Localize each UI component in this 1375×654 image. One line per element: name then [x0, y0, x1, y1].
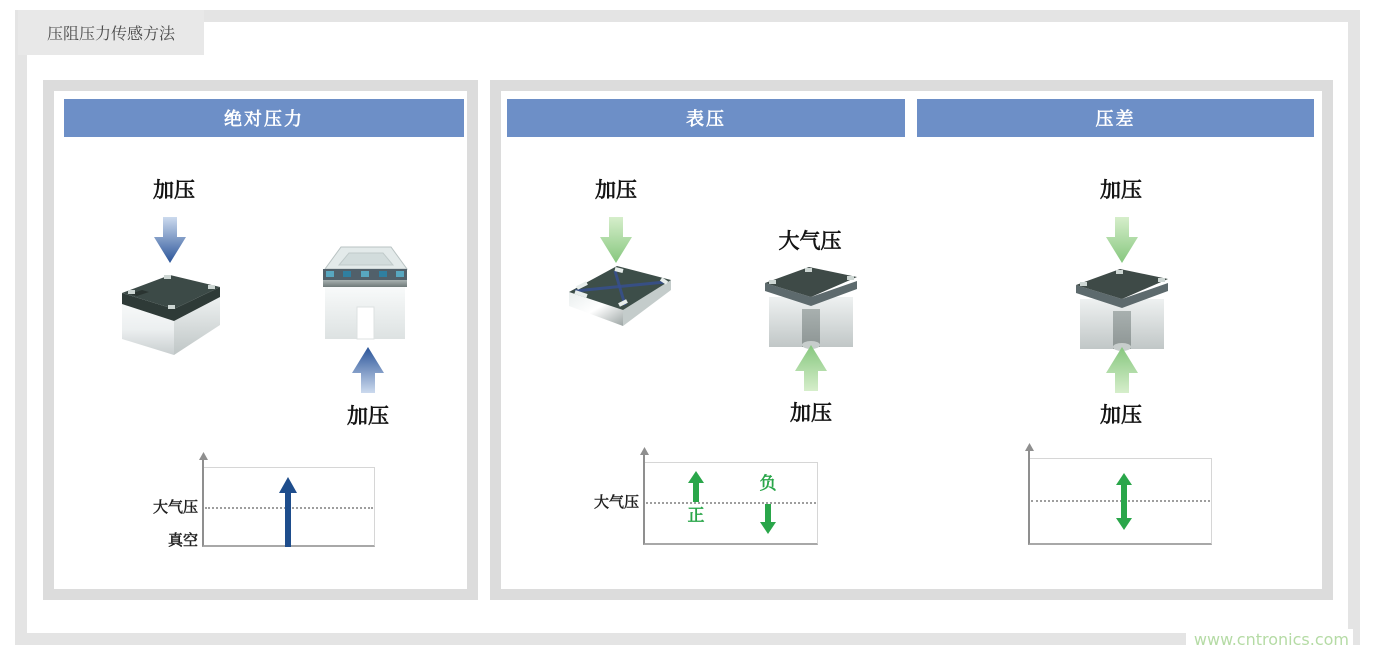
differential-pressure-header	[917, 99, 1314, 137]
sensor-chip-flipped-image	[313, 243, 418, 348]
axis-line	[643, 454, 645, 463]
arrow-up-down-icon	[1116, 473, 1132, 530]
differential-pressure-title: 压差	[1095, 109, 1136, 130]
atmosphere-label: 大气压	[778, 229, 842, 253]
arrow-up-icon	[1106, 347, 1138, 393]
arrow-up-icon	[352, 347, 384, 393]
axis-line	[1028, 450, 1030, 459]
pressurize-label-top: 加压	[595, 178, 637, 202]
gauge-pressure-header	[507, 99, 905, 137]
arrow-down-icon	[1106, 217, 1138, 263]
graph-arrow-down-icon	[760, 504, 776, 534]
arrow-up-icon	[795, 345, 827, 391]
negative-label: 负	[759, 474, 777, 494]
absolute-pressure-header	[64, 99, 464, 137]
gauge-differential-panel	[490, 80, 1333, 600]
positive-label: 正	[687, 506, 705, 526]
absolute-pressure-panel	[43, 80, 478, 600]
pressurize-label-bottom: 加压	[790, 401, 832, 425]
differential-pressure-graph	[1028, 452, 1223, 552]
sensor-chip-port-image	[1072, 261, 1172, 353]
sensor-chip-top-image	[116, 263, 226, 358]
graph-arrow-up-icon	[279, 477, 297, 547]
arrow-down-icon	[154, 217, 186, 263]
absolute-pressure-graph	[152, 461, 382, 556]
gauge-pressure-title: 表压	[686, 109, 726, 130]
axis-line	[202, 459, 204, 468]
arrow-down-icon	[600, 217, 632, 263]
atm-axis-label: 大气压	[593, 493, 639, 511]
gauge-pressure-graph	[593, 456, 828, 551]
axis-arrow-up-icon	[640, 447, 649, 455]
atm-axis-label: 大气压	[152, 498, 198, 516]
watermark: www.cntronics.com	[1186, 629, 1353, 651]
title-tab-label: 压阻压力传感方法	[46, 24, 175, 43]
pressurize-label-top: 加压	[153, 178, 195, 202]
atmosphere-dashed-line	[646, 502, 816, 504]
sensor-chip-port-image	[761, 259, 861, 351]
pressurize-label-bottom: 加压	[347, 404, 389, 428]
sensor-die-image	[565, 258, 675, 338]
axis-arrow-up-icon	[199, 452, 208, 460]
absolute-pressure-title: 绝对压力	[224, 109, 304, 130]
vacuum-axis-label: 真空	[167, 531, 198, 549]
pressurize-label-bottom: 加压	[1100, 403, 1142, 427]
title-tab	[18, 10, 204, 55]
graph-arrow-up-icon	[688, 471, 704, 502]
pressurize-label-top: 加压	[1100, 178, 1142, 202]
axis-arrow-up-icon	[1025, 443, 1034, 451]
